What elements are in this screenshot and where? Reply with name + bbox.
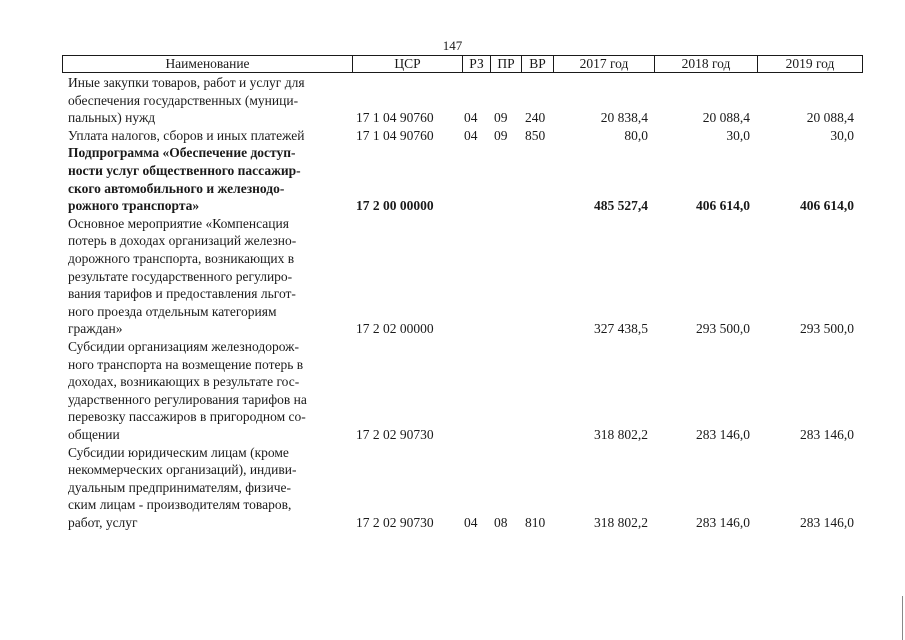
row-name-line: дорожного транспорта, возникающих в xyxy=(68,250,295,266)
row-name-line: Субсидии юридическим лицам (кроме xyxy=(68,444,289,460)
row-name-line: рожного транспорта» xyxy=(68,198,200,214)
row-name-line: пальных) нужд xyxy=(68,110,156,126)
scan-edge-line xyxy=(902,596,903,640)
row-name-line: результате государственного регулиро- xyxy=(68,268,293,284)
row-rz: 04 xyxy=(464,127,478,143)
row-2019: 293 500,0 xyxy=(800,321,854,337)
row-name xyxy=(68,444,352,532)
row-name-line: ного проезда отдельным категориям xyxy=(68,303,277,319)
header-2019: 2019 год xyxy=(785,56,835,71)
header-pr: ПР xyxy=(491,56,522,72)
row-name-line: перевозку пассажиров в пригородном со- xyxy=(68,409,306,425)
table-row xyxy=(0,338,905,444)
row-vr: 240 xyxy=(525,110,546,126)
table-row xyxy=(0,444,905,532)
table-row xyxy=(0,144,905,214)
row-2017: 318 802,2 xyxy=(594,426,648,442)
row-name-line: работ, услуг xyxy=(68,514,138,530)
row-2017: 80,0 xyxy=(624,127,648,143)
row-name-line: Основное мероприятие «Компенсация xyxy=(68,215,289,231)
row-csr: 17 1 04 90760 xyxy=(356,127,434,143)
header-rz: РЗ xyxy=(463,56,491,72)
row-name-line: Иные закупки товаров, работ и услуг для xyxy=(68,75,305,90)
row-name-line: Уплата налогов, сборов и иных платежей xyxy=(68,127,305,143)
row-csr: 17 2 02 90730 xyxy=(356,426,434,442)
row-2018: 20 088,4 xyxy=(702,110,750,126)
row-rz: 04 xyxy=(464,514,478,530)
row-name-line: граждан» xyxy=(68,321,123,337)
row-name-line: дуальным предпринимателям, физиче- xyxy=(68,479,291,495)
row-name-line: доходах, возникающих в результате гос- xyxy=(68,374,300,390)
row-name-line: ударственного регулирования тарифов на xyxy=(68,391,307,407)
row-name-line: ного транспорта на возмещение потерь в xyxy=(68,356,304,372)
row-csr: 17 2 02 90730 xyxy=(356,514,434,530)
row-2019: 283 146,0 xyxy=(800,426,854,442)
row-name-line: общении xyxy=(68,426,120,442)
row-name xyxy=(68,74,352,127)
row-csr: 17 1 04 90760 xyxy=(356,110,434,126)
header-vr: ВР xyxy=(522,56,554,72)
row-name xyxy=(68,338,352,444)
row-2019: 406 614,0 xyxy=(800,198,854,214)
row-2018: 30,0 xyxy=(726,127,750,143)
row-name xyxy=(68,127,352,145)
row-name-line: потерь в доходах организаций железно- xyxy=(68,233,297,249)
row-2018: 293 500,0 xyxy=(696,321,750,337)
header-name: Наименование xyxy=(63,56,353,72)
row-2019: 283 146,0 xyxy=(800,514,854,530)
row-name xyxy=(68,144,352,214)
row-2017: 318 802,2 xyxy=(594,514,648,530)
table-row xyxy=(0,215,905,338)
row-name-line: Подпрограмма «Обеспечение доступ- xyxy=(68,145,296,161)
row-2018: 283 146,0 xyxy=(696,514,750,530)
table-body xyxy=(0,74,905,532)
row-2018: 406 614,0 xyxy=(696,198,750,214)
row-name-line: Субсидии организациям железнодорож- xyxy=(68,338,299,354)
row-csr: 17 2 02 00000 xyxy=(356,321,434,337)
row-pr: 08 xyxy=(494,514,508,530)
row-name-line: вания тарифов и предоставления льгот- xyxy=(68,286,296,302)
row-name-line: ским лицам - производителям товаров, xyxy=(68,497,292,513)
row-csr: 17 2 00 00000 xyxy=(356,198,434,214)
row-2018: 283 146,0 xyxy=(696,426,750,442)
row-name xyxy=(68,215,352,338)
row-name-line: ского автомобильного и железнодо- xyxy=(68,180,285,196)
page-number: 147 xyxy=(442,38,463,53)
header-2017: 2017 год xyxy=(554,56,655,72)
row-name-line: ности услуг общественного пассажир- xyxy=(68,162,301,178)
row-2019: 20 088,4 xyxy=(806,110,854,126)
row-name-line: обеспечения государственных (муници- xyxy=(68,92,299,108)
row-2017: 327 438,5 xyxy=(594,321,648,337)
row-2017: 485 527,4 xyxy=(594,198,648,214)
header-csr: ЦСР xyxy=(353,56,463,72)
row-pr: 09 xyxy=(494,127,508,143)
row-2017: 20 838,4 xyxy=(600,110,648,126)
row-pr: 09 xyxy=(494,110,508,126)
table-row xyxy=(0,127,905,145)
table-row xyxy=(0,74,905,127)
row-vr: 850 xyxy=(525,127,546,143)
row-name-line: некоммерческих организаций), индиви- xyxy=(68,462,297,478)
row-vr: 810 xyxy=(525,514,546,530)
row-rz: 04 xyxy=(464,110,478,126)
row-2019: 30,0 xyxy=(830,127,854,143)
table-header xyxy=(62,55,863,73)
header-2018: 2018 год xyxy=(655,56,758,72)
